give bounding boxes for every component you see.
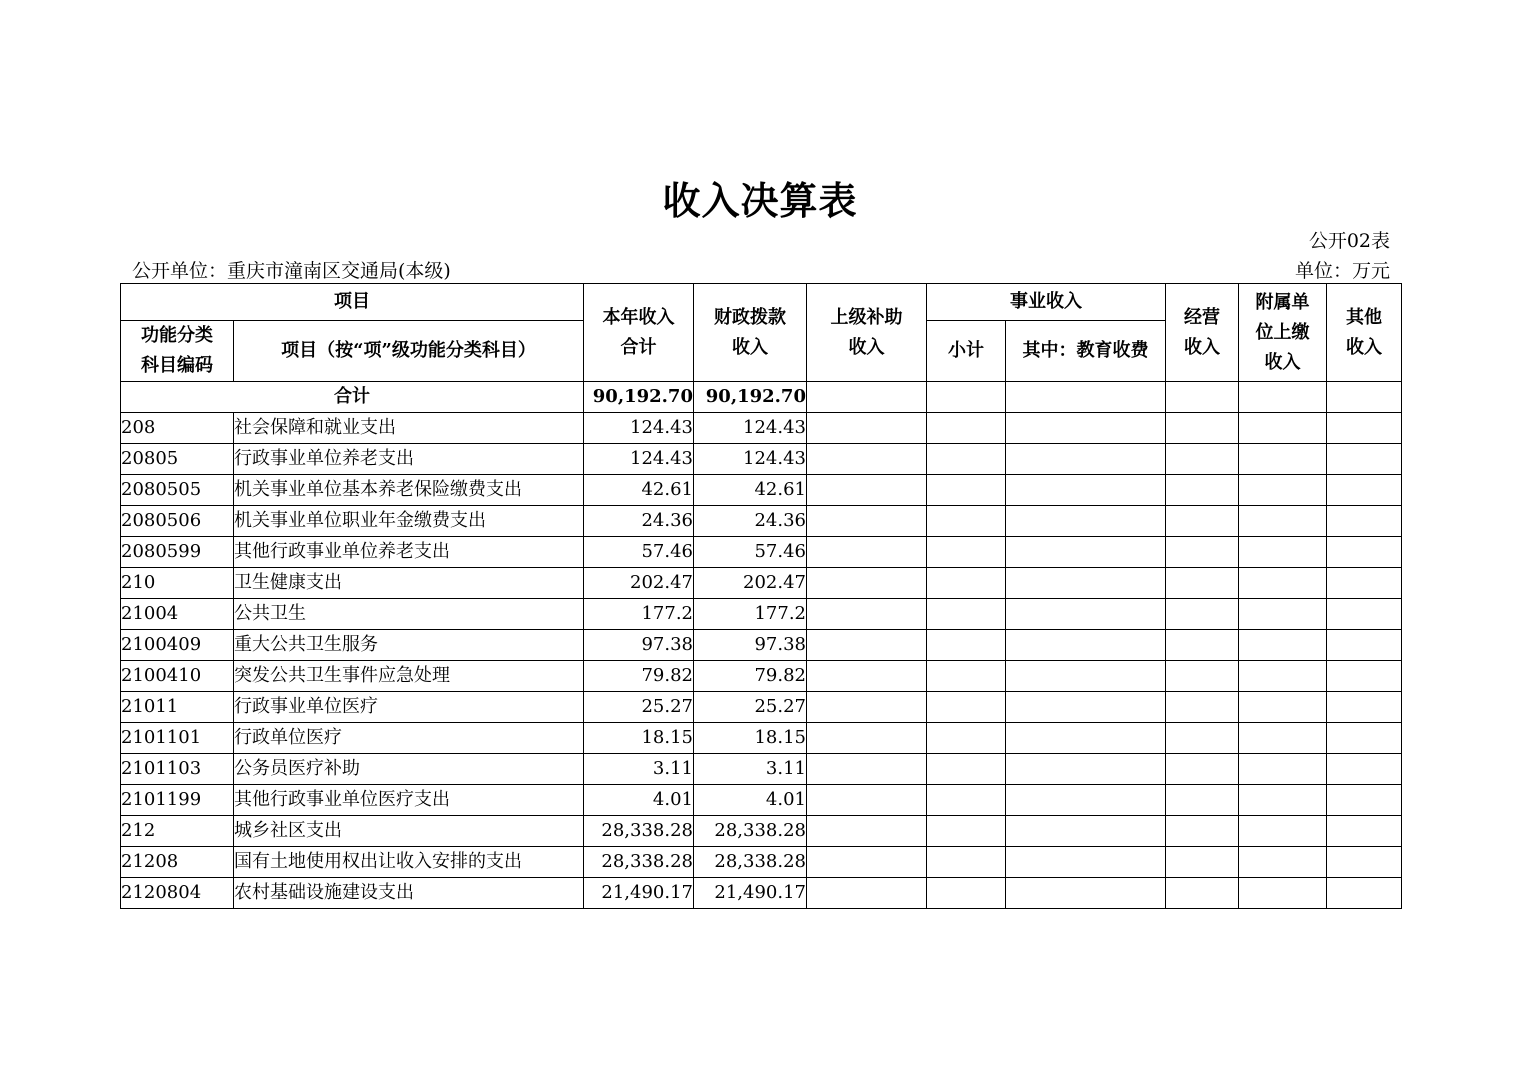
row-code: 2100410 — [121, 661, 234, 692]
row-fiscal: 124.43 — [694, 444, 807, 475]
empty-cell — [807, 754, 927, 785]
empty-cell — [807, 568, 927, 599]
empty-cell — [807, 847, 927, 878]
row-name: 重大公共卫生服务 — [234, 630, 584, 661]
row-fiscal: 28,338.28 — [694, 847, 807, 878]
empty-cell — [1239, 754, 1327, 785]
empty-cell — [927, 444, 1006, 475]
row-name: 农村基础设施建设支出 — [234, 878, 584, 909]
empty-cell — [1239, 475, 1327, 506]
empty-cell — [927, 537, 1006, 568]
row-total-income: 79.82 — [584, 661, 694, 692]
row-code: 2101103 — [121, 754, 234, 785]
empty-cell — [1327, 785, 1402, 816]
row-code: 20805 — [121, 444, 234, 475]
empty-cell — [807, 537, 927, 568]
row-code: 2080506 — [121, 506, 234, 537]
row-code: 21208 — [121, 847, 234, 878]
row-fiscal: 57.46 — [694, 537, 807, 568]
table-row — [121, 878, 1402, 909]
total-fiscal-value: 90,192.70 — [694, 382, 807, 413]
empty-cell — [1327, 692, 1402, 723]
row-total-income: 24.36 — [584, 506, 694, 537]
empty-cell — [1327, 475, 1402, 506]
row-name: 公共卫生 — [234, 599, 584, 630]
row-code: 208 — [121, 413, 234, 444]
row-total-income: 42.61 — [584, 475, 694, 506]
header-operating: 经营收入 — [1166, 284, 1239, 382]
header-fiscal: 财政拨款收入 — [694, 284, 807, 382]
empty-cell — [1166, 537, 1239, 568]
row-total-income: 25.27 — [584, 692, 694, 723]
row-name: 突发公共卫生事件应急处理 — [234, 661, 584, 692]
empty-cell — [1006, 475, 1166, 506]
row-name: 行政事业单位养老支出 — [234, 444, 584, 475]
reporting-unit: 公开单位：重庆市潼南区交通局(本级) — [132, 260, 451, 282]
empty-cell — [1239, 723, 1327, 754]
currency-unit: 单位：万元 — [1294, 260, 1390, 282]
empty-cell — [807, 413, 927, 444]
table-row — [121, 847, 1402, 878]
empty-cell — [1006, 847, 1166, 878]
empty-cell — [807, 599, 927, 630]
empty-cell — [1239, 878, 1327, 909]
row-fiscal: 25.27 — [694, 692, 807, 723]
header-edu-fee: 其中：教育收费 — [1006, 321, 1166, 382]
row-fiscal: 4.01 — [694, 785, 807, 816]
empty-cell — [1239, 847, 1327, 878]
empty-cell — [1166, 878, 1239, 909]
income-table — [120, 283, 1402, 909]
empty-cell — [927, 661, 1006, 692]
empty-cell — [1239, 413, 1327, 444]
row-fiscal: 177.2 — [694, 599, 807, 630]
row-fiscal: 42.61 — [694, 475, 807, 506]
row-code: 210 — [121, 568, 234, 599]
empty-cell — [927, 723, 1006, 754]
empty-cell — [1166, 785, 1239, 816]
empty-cell — [1239, 816, 1327, 847]
header-project: 项目 — [121, 284, 584, 321]
header-total-income: 本年收入合计 — [584, 284, 694, 382]
table-row — [121, 723, 1402, 754]
header-affiliated: 附属单位上缴收入 — [1239, 284, 1327, 382]
row-name: 城乡社区支出 — [234, 816, 584, 847]
total-income-value: 90,192.70 — [584, 382, 694, 413]
empty-cell — [927, 754, 1006, 785]
row-name: 机关事业单位基本养老保险缴费支出 — [234, 475, 584, 506]
empty-cell — [1166, 475, 1239, 506]
row-fiscal: 124.43 — [694, 413, 807, 444]
row-name: 国有土地使用权出让收入安排的支出 — [234, 847, 584, 878]
empty-cell — [1239, 506, 1327, 537]
empty-cell — [1239, 630, 1327, 661]
empty-cell — [1006, 413, 1166, 444]
empty-cell — [1239, 537, 1327, 568]
empty-cell — [1239, 785, 1327, 816]
empty-cell — [807, 816, 927, 847]
row-fiscal: 79.82 — [694, 661, 807, 692]
empty-cell — [927, 630, 1006, 661]
row-name: 其他行政事业单位医疗支出 — [234, 785, 584, 816]
row-total-income: 3.11 — [584, 754, 694, 785]
row-fiscal: 28,338.28 — [694, 816, 807, 847]
row-name: 行政单位医疗 — [234, 723, 584, 754]
empty-cell — [1327, 847, 1402, 878]
row-fiscal: 24.36 — [694, 506, 807, 537]
empty-cell — [1006, 630, 1166, 661]
table-row — [121, 661, 1402, 692]
header-other: 其他收入 — [1327, 284, 1402, 382]
empty-cell — [1239, 568, 1327, 599]
empty-cell — [1327, 878, 1402, 909]
row-code: 21004 — [121, 599, 234, 630]
empty-cell — [807, 475, 927, 506]
header-subtotal: 小计 — [927, 321, 1006, 382]
row-fiscal: 97.38 — [694, 630, 807, 661]
table-row — [121, 630, 1402, 661]
header-name: 项目（按“项”级功能分类科目） — [234, 321, 584, 382]
empty-cell — [1166, 630, 1239, 661]
empty-cell — [1327, 630, 1402, 661]
empty-cell — [807, 878, 927, 909]
empty-cell — [1239, 661, 1327, 692]
row-total-income: 28,338.28 — [584, 847, 694, 878]
empty-cell — [927, 475, 1006, 506]
row-code: 2100409 — [121, 630, 234, 661]
empty-cell — [1239, 692, 1327, 723]
empty-cell — [1327, 754, 1402, 785]
table-row — [121, 537, 1402, 568]
table-row — [121, 785, 1402, 816]
row-fiscal: 202.47 — [694, 568, 807, 599]
total-label: 合计 — [121, 382, 584, 413]
empty-cell — [1166, 723, 1239, 754]
empty-cell — [1166, 568, 1239, 599]
empty-cell — [1166, 413, 1239, 444]
empty-cell — [1166, 754, 1239, 785]
row-name: 卫生健康支出 — [234, 568, 584, 599]
empty-cell — [927, 692, 1006, 723]
table-row — [121, 413, 1402, 444]
header-business: 事业收入 — [927, 284, 1166, 321]
empty-cell — [1327, 506, 1402, 537]
row-total-income: 177.2 — [584, 599, 694, 630]
empty-cell — [927, 506, 1006, 537]
empty-cell — [1166, 692, 1239, 723]
empty-cell — [1166, 816, 1239, 847]
table-row — [121, 692, 1402, 723]
table-row — [121, 599, 1402, 630]
page-title: 收入决算表 — [662, 178, 858, 223]
empty-cell — [807, 630, 927, 661]
empty-cell — [1006, 537, 1166, 568]
header-superior: 上级补助收入 — [807, 284, 927, 382]
row-total-income: 124.43 — [584, 413, 694, 444]
row-fiscal: 18.15 — [694, 723, 807, 754]
empty-cell — [1006, 444, 1166, 475]
empty-cell — [807, 506, 927, 537]
empty-cell — [927, 878, 1006, 909]
row-name: 公务员医疗补助 — [234, 754, 584, 785]
row-code: 21011 — [121, 692, 234, 723]
row-total-income: 57.46 — [584, 537, 694, 568]
empty-cell — [1166, 506, 1239, 537]
total-row — [121, 382, 1402, 413]
form-number: 公开02表 — [1308, 230, 1390, 252]
row-total-income: 97.38 — [584, 630, 694, 661]
row-name: 其他行政事业单位养老支出 — [234, 537, 584, 568]
empty-cell — [1327, 413, 1402, 444]
empty-cell — [1006, 661, 1166, 692]
empty-cell — [807, 785, 927, 816]
empty-cell — [1006, 816, 1166, 847]
empty-cell — [927, 413, 1006, 444]
empty-cell — [1327, 599, 1402, 630]
empty-cell — [1327, 816, 1402, 847]
row-code: 212 — [121, 816, 234, 847]
empty-cell — [1006, 723, 1166, 754]
empty-cell — [1327, 568, 1402, 599]
row-code: 2101101 — [121, 723, 234, 754]
empty-cell — [1327, 723, 1402, 754]
row-code: 2120804 — [121, 878, 234, 909]
row-total-income: 202.47 — [584, 568, 694, 599]
table-row — [121, 754, 1402, 785]
empty-cell — [1166, 847, 1239, 878]
empty-cell — [1166, 444, 1239, 475]
empty-cell — [927, 816, 1006, 847]
row-name: 社会保障和就业支出 — [234, 413, 584, 444]
empty-cell — [1327, 661, 1402, 692]
row-fiscal: 21,490.17 — [694, 878, 807, 909]
empty-cell — [1166, 599, 1239, 630]
empty-cell — [807, 444, 927, 475]
row-fiscal: 3.11 — [694, 754, 807, 785]
row-total-income: 124.43 — [584, 444, 694, 475]
empty-cell — [1006, 878, 1166, 909]
empty-cell — [1327, 537, 1402, 568]
table-row — [121, 444, 1402, 475]
empty-cell — [927, 568, 1006, 599]
row-name: 机关事业单位职业年金缴费支出 — [234, 506, 584, 537]
table-row — [121, 506, 1402, 537]
empty-cell — [1006, 568, 1166, 599]
empty-cell — [927, 599, 1006, 630]
empty-cell — [807, 661, 927, 692]
header-code: 功能分类科目编码 — [121, 321, 234, 382]
empty-cell — [807, 692, 927, 723]
empty-cell — [1006, 692, 1166, 723]
row-code: 2080505 — [121, 475, 234, 506]
empty-cell — [1166, 661, 1239, 692]
empty-cell — [1239, 599, 1327, 630]
empty-cell — [1006, 785, 1166, 816]
table-row — [121, 475, 1402, 506]
empty-cell — [1006, 506, 1166, 537]
empty-cell — [927, 785, 1006, 816]
empty-cell — [1006, 599, 1166, 630]
empty-cell — [927, 847, 1006, 878]
row-code: 2101199 — [121, 785, 234, 816]
row-total-income: 21,490.17 — [584, 878, 694, 909]
row-total-income: 18.15 — [584, 723, 694, 754]
row-name: 行政事业单位医疗 — [234, 692, 584, 723]
empty-cell — [1006, 754, 1166, 785]
table-row — [121, 568, 1402, 599]
empty-cell — [1239, 444, 1327, 475]
empty-cell — [1327, 444, 1402, 475]
empty-cell — [807, 723, 927, 754]
row-code: 2080599 — [121, 537, 234, 568]
table-row — [121, 816, 1402, 847]
row-total-income: 4.01 — [584, 785, 694, 816]
row-total-income: 28,338.28 — [584, 816, 694, 847]
